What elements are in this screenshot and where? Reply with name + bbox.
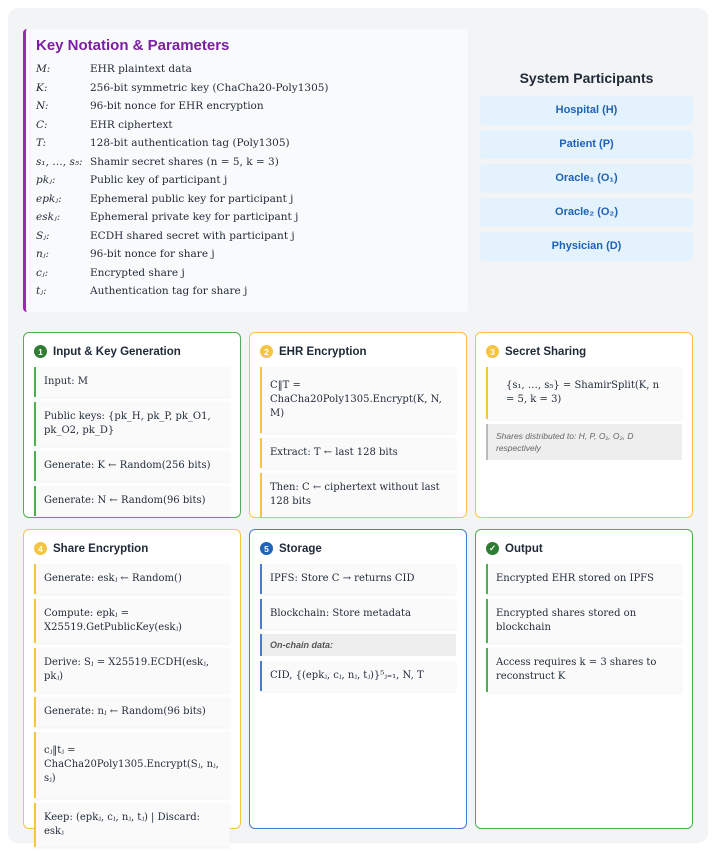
step-encrypt: C‖T = ChaCha20Poly1305.Encrypt(K, N, M) xyxy=(260,367,456,433)
notation-symbol: T: xyxy=(36,137,47,149)
notation-row xyxy=(36,264,458,283)
card-output xyxy=(475,529,693,829)
notation-row xyxy=(36,245,458,264)
notation-symbol: nⱼ: xyxy=(36,248,50,260)
notation-symbol: cⱼ: xyxy=(36,266,49,279)
card-title-text: Secret Sharing xyxy=(505,345,587,358)
notation-symbol: s₁, …, s₅: xyxy=(36,155,83,168)
step-number-badge: 2 xyxy=(260,345,273,358)
step-generate-share-nonce: Generate: nⱼ ← Random(96 bits) xyxy=(34,697,230,727)
notation-description: EHR ciphertext xyxy=(90,118,173,131)
step-number-badge: 3 xyxy=(486,345,499,358)
step-generate-nonce: Generate: N ← Random(96 bits) xyxy=(34,486,230,516)
participants-title: System Participants xyxy=(519,70,654,86)
card-share-encryption xyxy=(23,529,241,837)
notation-row xyxy=(36,282,458,301)
notation-row xyxy=(36,116,458,135)
notation-row xyxy=(36,79,458,98)
step-public-keys: Public keys: {pk_H, pk_P, pk_O1, pk_O2, pk_D} xyxy=(34,402,230,446)
step-encrypt-share: cⱼ‖tⱼ = ChaCha20Poly1305.Encrypt(Sⱼ, nⱼ, sⱼ) xyxy=(34,732,230,798)
notation-panel xyxy=(23,29,468,312)
card-storage xyxy=(249,529,467,829)
notation-symbol: pkⱼ: xyxy=(36,174,56,186)
onchain-data-value: CID, {(epkⱼ, cⱼ, nⱼ, tⱼ)}⁵ⱼ₌₁, N, T xyxy=(260,661,456,691)
step-derive-secret: Derive: Sⱼ = X25519.ECDH(eskⱼ, pkⱼ) xyxy=(34,648,230,692)
card-title xyxy=(34,542,230,555)
participant-hospital: Hospital (H) xyxy=(480,96,693,125)
notation-description: 96-bit nonce for share j xyxy=(90,248,215,260)
notation-description: 128-bit authentication tag (Poly1305) xyxy=(90,137,290,149)
notation-list xyxy=(36,60,458,301)
notation-description: Ephemeral private key for participant j xyxy=(90,211,299,223)
participant-physician: Physician (D) xyxy=(480,232,693,261)
notation-description: Ephemeral public key for participant j xyxy=(90,192,294,205)
step-generate-key: Generate: K ← Random(256 bits) xyxy=(34,451,230,481)
step-number-badge: 1 xyxy=(34,345,47,358)
participant-oracle1: Oracle₁ (O₁) xyxy=(480,164,693,193)
output-shares-stored: Encrypted shares stored on blockchain xyxy=(486,599,682,643)
participants-panel xyxy=(480,70,693,266)
notation-row xyxy=(36,190,458,209)
onchain-data-label: On-chain data: xyxy=(260,634,456,656)
notation-symbol: epkⱼ: xyxy=(36,192,62,205)
step-blockchain-store: Blockchain: Store metadata xyxy=(260,599,456,629)
card-title-text: EHR Encryption xyxy=(279,345,367,358)
notation-title: Key Notation & Parameters xyxy=(36,37,230,54)
notation-symbol: tⱼ: xyxy=(36,285,47,297)
card-title-text: Input & Key Generation xyxy=(53,345,181,358)
card-title-text: Storage xyxy=(279,542,322,555)
card-title xyxy=(486,345,682,358)
card-title xyxy=(260,542,456,555)
notation-symbol: N: xyxy=(36,100,49,112)
notation-description: Public key of participant j xyxy=(90,174,228,186)
card-secret-sharing xyxy=(475,332,693,518)
output-ehr-stored: Encrypted EHR stored on IPFS xyxy=(486,564,682,594)
notation-symbol: eskⱼ: xyxy=(36,211,61,223)
output-access-requirement: Access requires k = 3 shares to reconstruct K xyxy=(486,648,682,692)
notation-description: Shamir secret shares (n = 5, k = 3) xyxy=(90,155,279,168)
card-title-text: Output xyxy=(505,542,543,555)
notation-row xyxy=(36,227,458,246)
step-extract-tag: Extract: T ← last 128 bits xyxy=(260,438,456,468)
step-compute-epk: Compute: epkⱼ = X25519.GetPublicKey(eskⱼ) xyxy=(34,599,230,643)
notation-description: Encrypted share j xyxy=(90,266,185,279)
step-number-badge: 5 xyxy=(260,542,273,555)
notation-row xyxy=(36,171,458,190)
card-title-text: Share Encryption xyxy=(53,542,149,555)
notation-row xyxy=(36,97,458,116)
card-title xyxy=(260,345,456,358)
step-generate-esk: Generate: eskⱼ ← Random() xyxy=(34,564,230,594)
notation-row xyxy=(36,153,458,172)
notation-row xyxy=(36,60,458,79)
participant-patient: Patient (P) xyxy=(480,130,693,159)
step-input: Input: M xyxy=(34,367,230,397)
notation-symbol: M: xyxy=(36,63,51,75)
card-title xyxy=(486,542,682,555)
notation-description: 256-bit symmetric key (ChaCha20-Poly1305) xyxy=(90,81,329,94)
card-title xyxy=(34,345,230,358)
notation-row xyxy=(36,208,458,227)
step-keep-discard: Keep: (epkⱼ, cⱼ, nⱼ, tⱼ) | Discard: eskⱼ xyxy=(34,803,230,847)
notation-description: EHR plaintext data xyxy=(90,63,192,75)
card-input-key-generation xyxy=(23,332,241,518)
notation-symbol: Sⱼ: xyxy=(36,229,50,242)
notation-description: Authentication tag for share j xyxy=(90,285,248,297)
step-number-badge: 4 xyxy=(34,542,47,555)
step-shamir-split: {s₁, …, s₅} = ShamirSplit(K, n = 5, k = 3) xyxy=(486,367,682,419)
notation-symbol: K: xyxy=(36,81,48,94)
notation-row xyxy=(36,134,458,153)
participant-oracle2: Oracle₂ (O₂) xyxy=(480,198,693,227)
step-ciphertext: Then: C ← ciphertext without last 128 bits xyxy=(260,473,456,517)
check-icon: ✓ xyxy=(486,542,499,555)
step-ipfs-store: IPFS: Store C → returns CID xyxy=(260,564,456,594)
shares-distribution-note: Shares distributed to: H, P, O₁, O₂, D respectively xyxy=(486,424,682,460)
notation-description: ECDH shared secret with participant j xyxy=(90,229,295,242)
card-ehr-encryption xyxy=(249,332,467,518)
notation-symbol: C: xyxy=(36,118,48,131)
notation-description: 96-bit nonce for EHR encryption xyxy=(90,100,264,112)
